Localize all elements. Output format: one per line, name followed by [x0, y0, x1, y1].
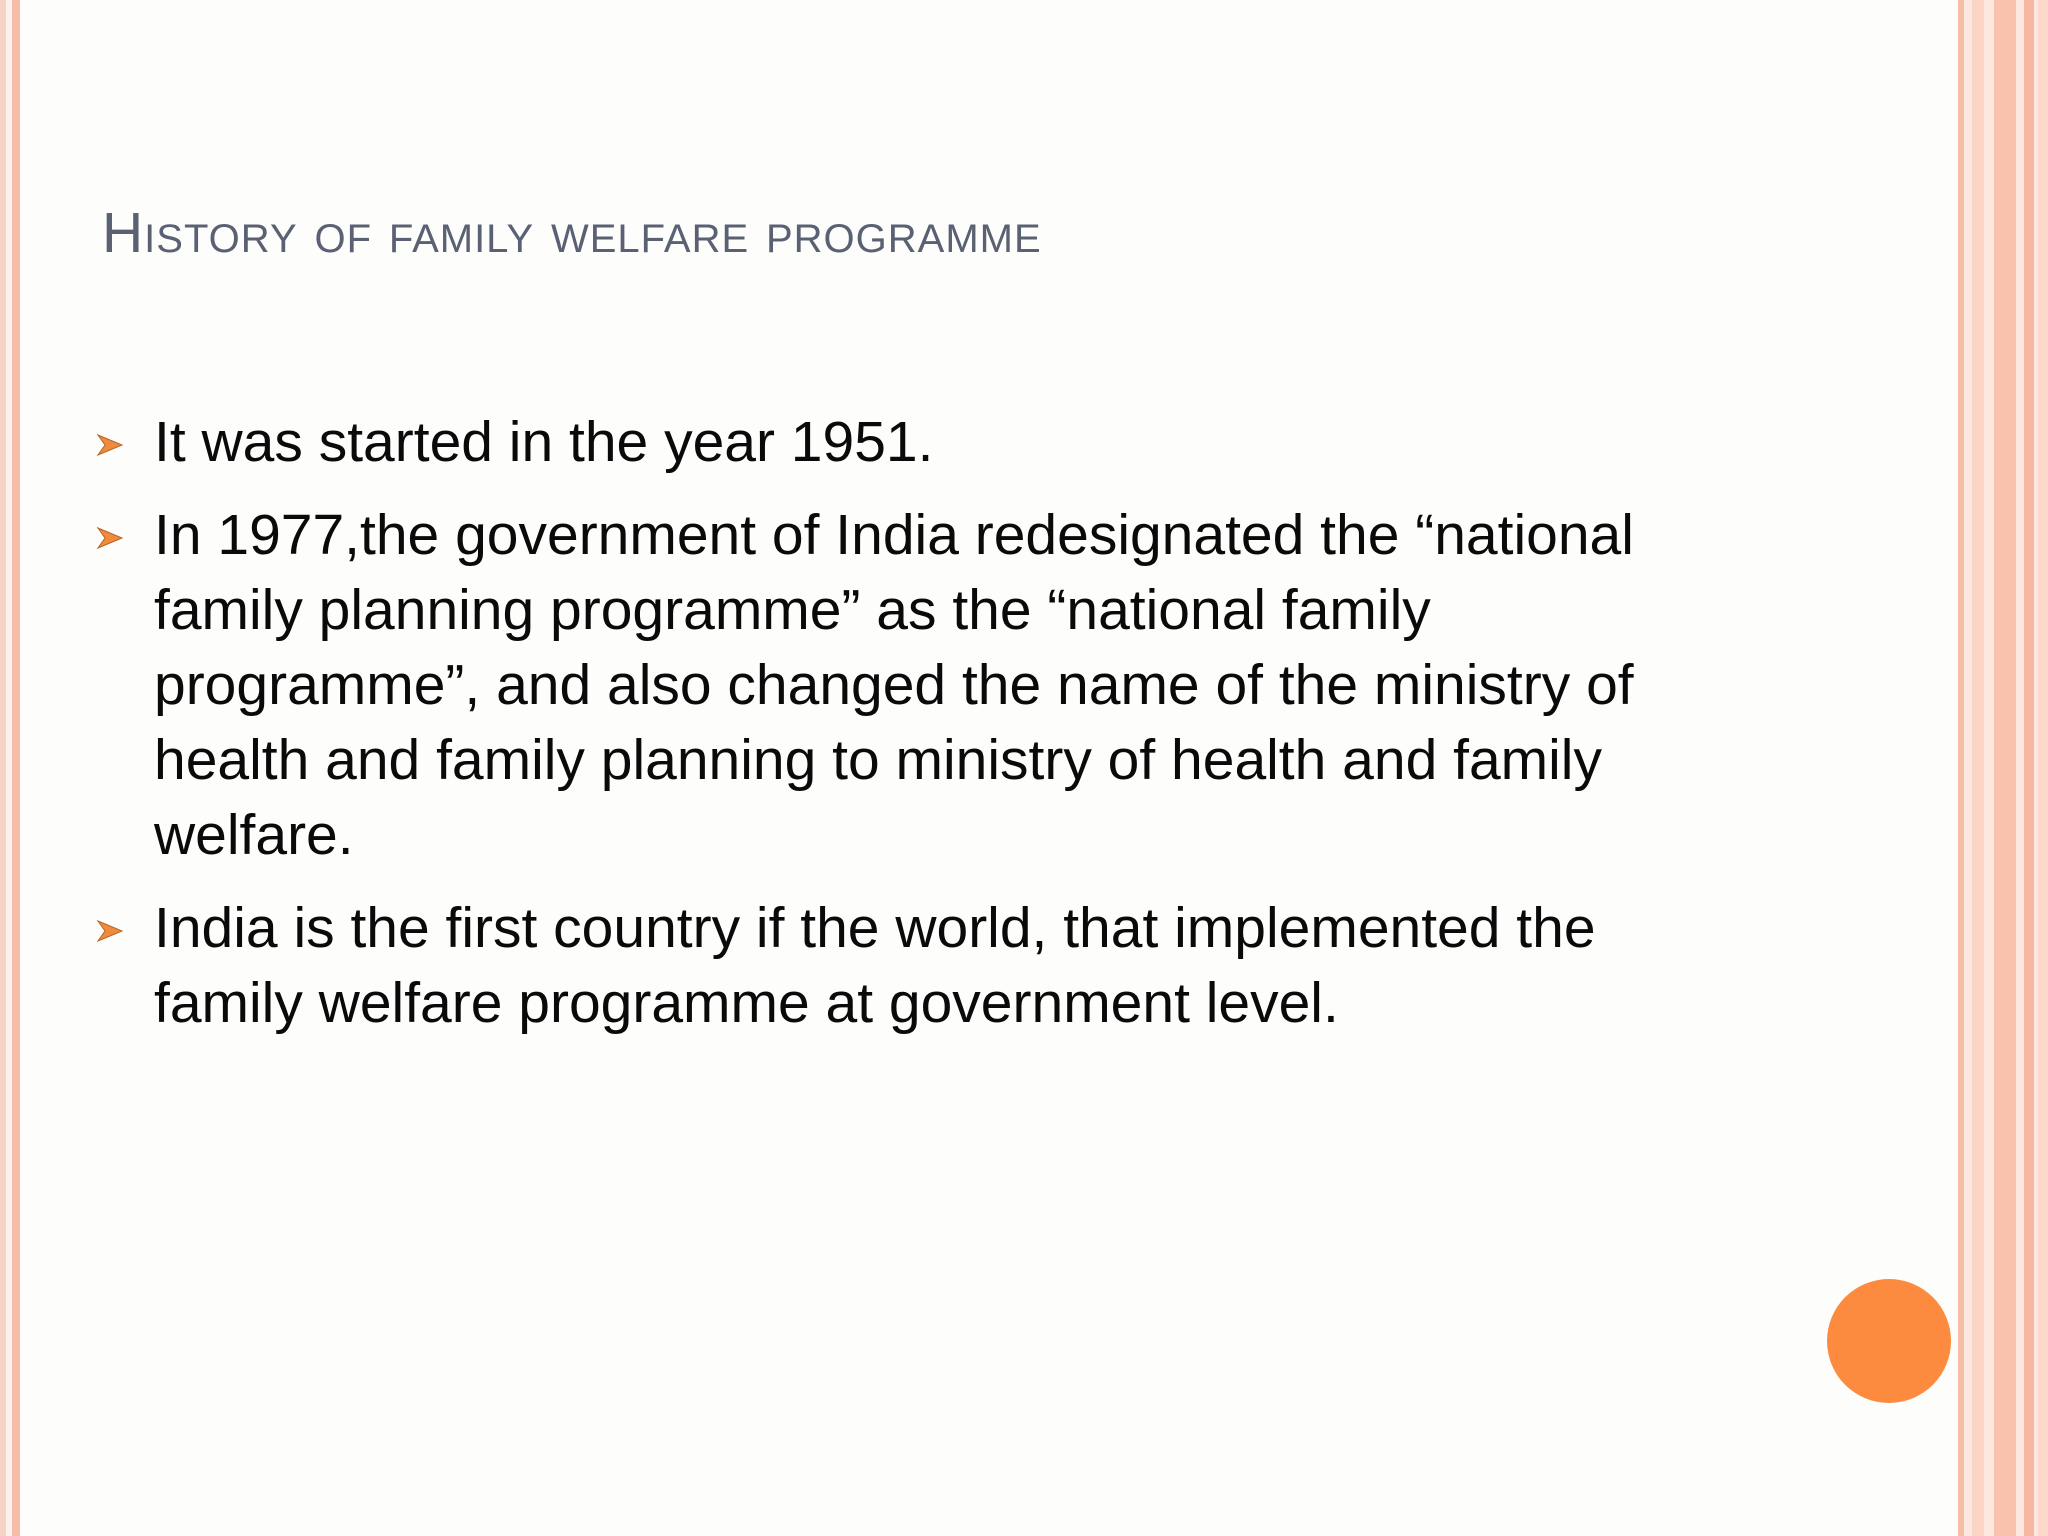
decorative-orange-circle — [1827, 1279, 1951, 1403]
right-border-stripe — [2038, 0, 2048, 1536]
arrowhead-bullet-icon — [96, 919, 124, 943]
left-border-stripe-inner — [12, 0, 20, 1536]
slide-title: History of family welfare programme — [102, 201, 1042, 265]
bullet-text: In 1977,the government of India redesignated the “national family planning programme” as the “national family programme”, and also changed the name of the ministry of health and family planning to ministry of health and family welfare. — [154, 503, 1634, 867]
bullet-text: India is the first country if the world, that implemented the family welfare programme at government level. — [154, 896, 1596, 1035]
bullet-text: It was started in the year 1951. — [154, 410, 934, 474]
bullet-item — [90, 498, 1710, 873]
bullet-item — [90, 405, 1710, 480]
arrowhead-bullet-icon — [96, 526, 124, 550]
right-border-stripe — [1994, 0, 2016, 1536]
right-border-stripe — [1958, 0, 1964, 1536]
arrowhead-bullet-icon — [96, 433, 124, 457]
bullet-item — [90, 891, 1710, 1041]
right-border-stripe — [2024, 0, 2034, 1536]
bullet-list — [90, 405, 1710, 1059]
right-border-stripe — [1972, 0, 1984, 1536]
